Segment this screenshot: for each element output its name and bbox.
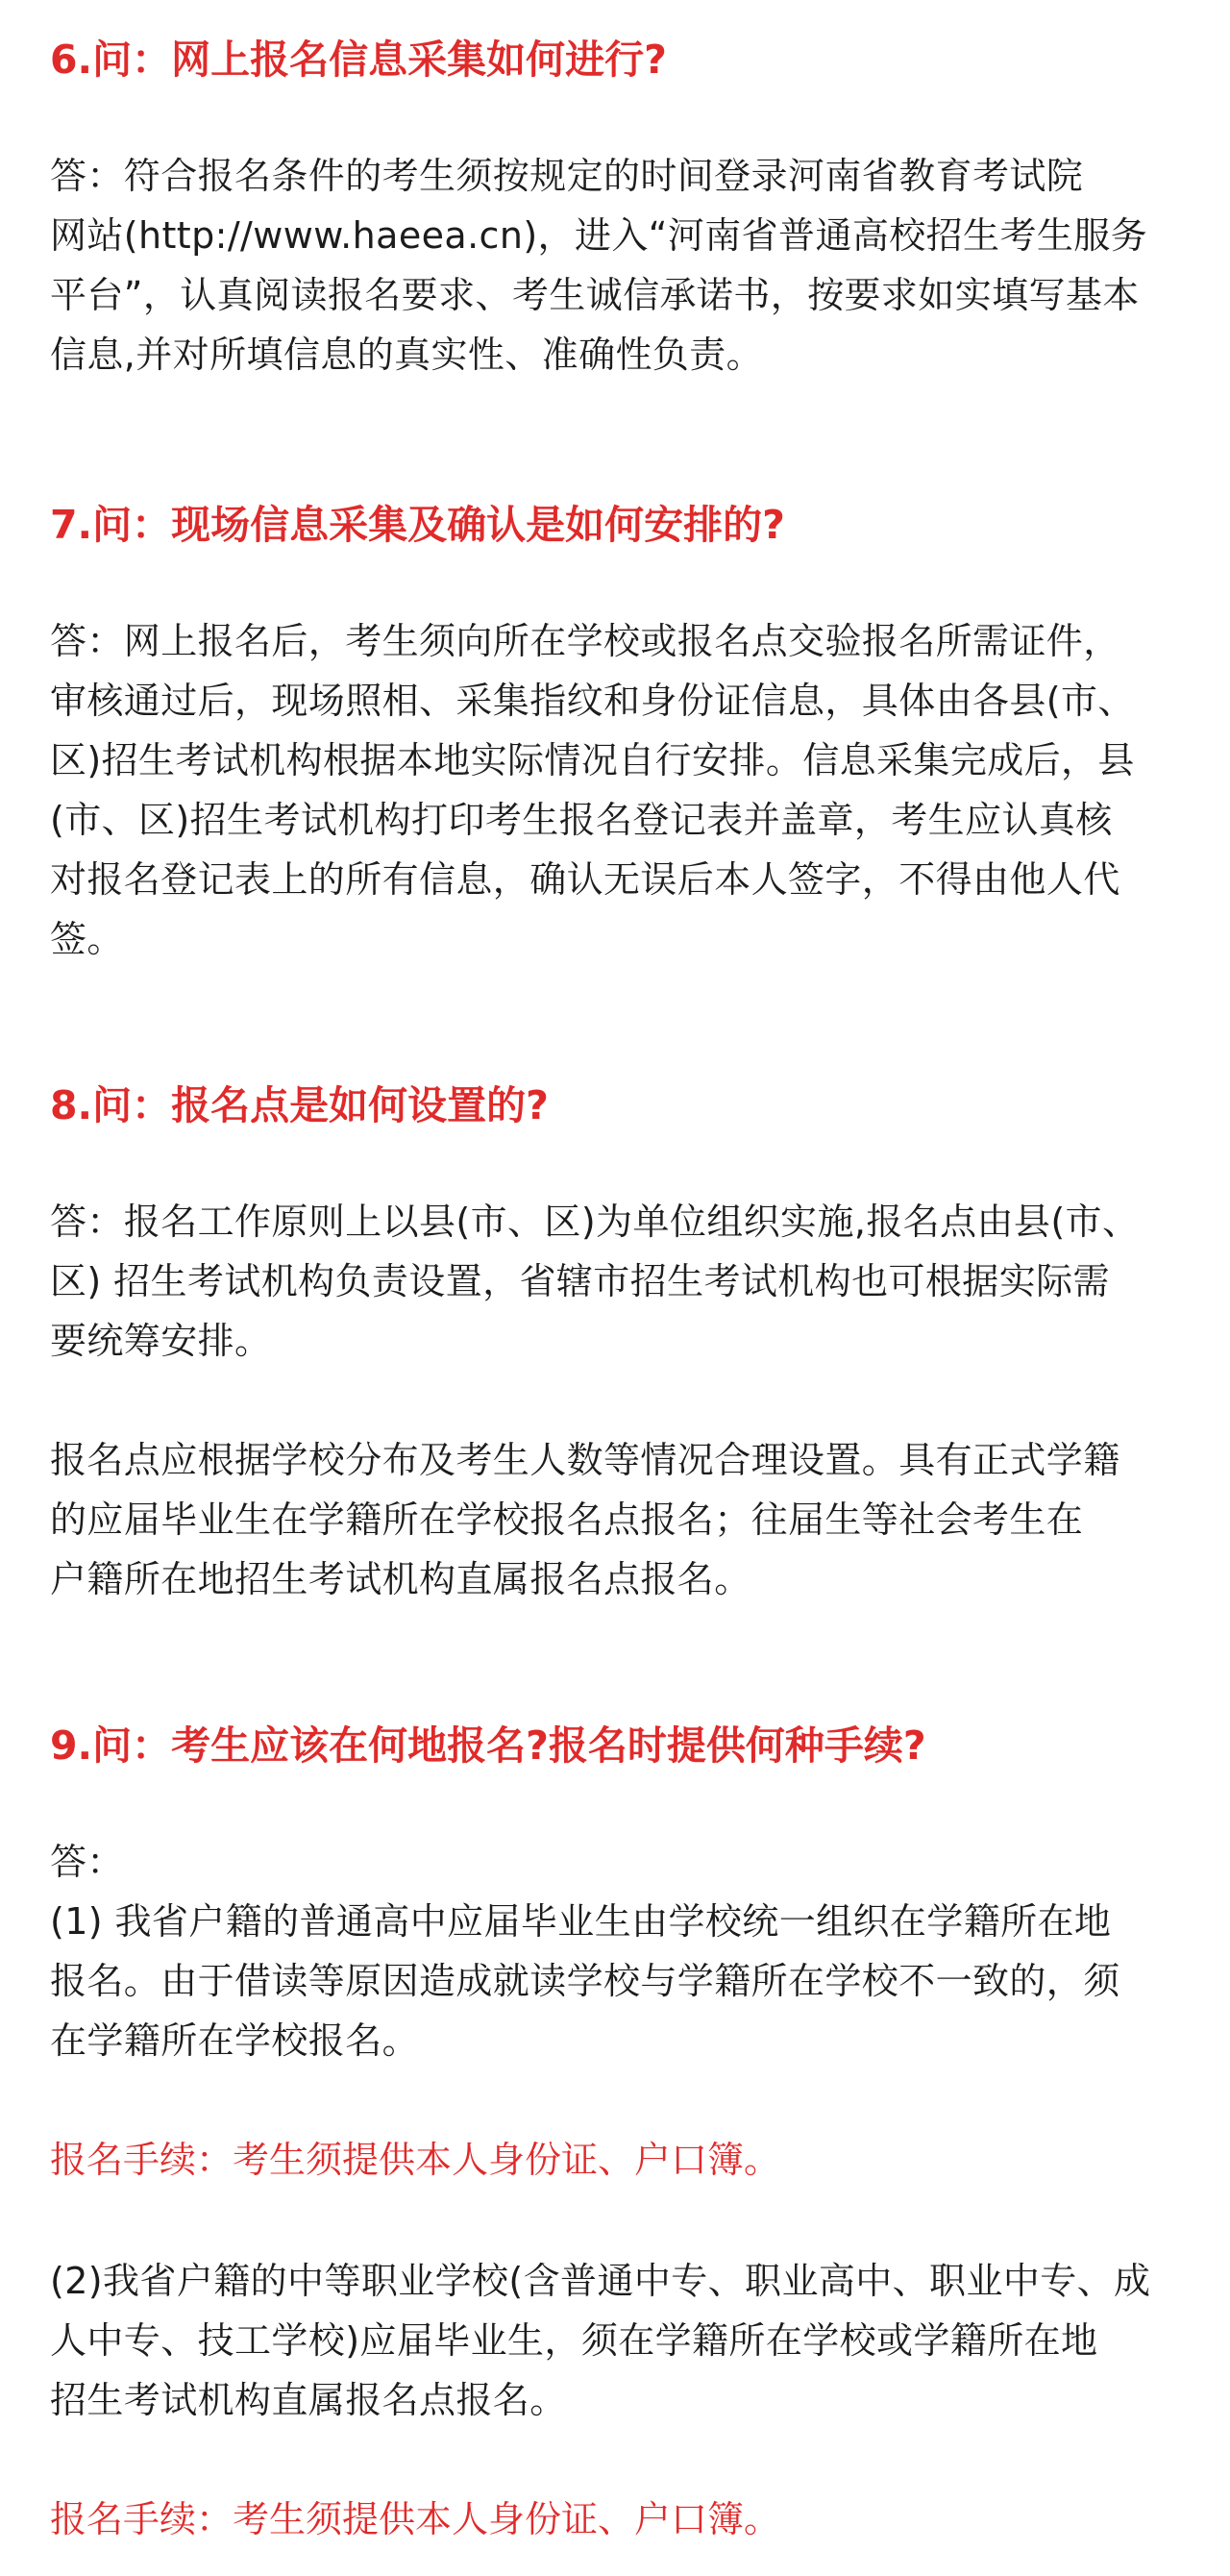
- answer-6: [50, 146, 1184, 384]
- answer-6-line: 平台”，认真阅读报名要求、考生诚信承诺书，按要求如实填写基本: [50, 274, 1140, 316]
- answer-7-line: 答：网上报名后，考生须向所在学校或报名点交验报名所需证件，: [50, 620, 1120, 662]
- answer-8-line: 要统筹安排。: [50, 1320, 272, 1362]
- answer-9-line: 人中专、技工学校)应届毕业生，须在学籍所在学校或学籍所在地: [50, 2319, 1098, 2362]
- answer-8: [50, 1192, 1184, 1371]
- answer-7-line: 区)招生考试机构根据本地实际情况自行安排。信息采集完成后，县: [50, 739, 1135, 781]
- question-7-title: 7.问：现场信息采集及确认是如何安排的?: [50, 502, 785, 548]
- answer-7-line: 签。: [50, 918, 124, 960]
- answer-6-line: 信息,并对所填信息的真实性、准确性负责。: [50, 334, 764, 376]
- answer-8-line: 答：报名工作原则上以县(市、区)为单位组织实施,报名点由县(市、: [50, 1201, 1140, 1243]
- answer-8-line: 户籍所在地招生考试机构直属报名点报名。: [50, 1558, 751, 1600]
- answer-7-line: (市、区)招生考试机构打印考生报名登记表并盖章，考生应认真核: [50, 799, 1113, 841]
- answer-9-line: (1) 我省户籍的普通高中应届毕业生由学校统一组织在学籍所在地: [50, 1900, 1112, 1943]
- answer-7-line: 对报名登记表上的所有信息，确认无误后本人签字，不得由他人代: [50, 858, 1120, 901]
- answer-9-line: 在学籍所在学校报名。: [50, 2019, 420, 2062]
- registration-procedure-note-1: 报名手续：考生须提供本人身份证、户口簿。: [50, 2139, 781, 2181]
- answer-7-line: 审核通过后，现场照相、采集指纹和身份证信息，具体由各县(市、: [50, 680, 1135, 722]
- answer-9-line: 招生考试机构直属报名点报名。: [50, 2379, 567, 2421]
- question-8-title: 8.问：报名点是如何设置的?: [50, 1082, 549, 1128]
- answer-8-line: 的应届毕业生在学籍所在学校报名点报名；往届生等社会考生在: [50, 1499, 1084, 1541]
- question-6-title: 6.问：网上报名信息采集如何进行?: [50, 37, 667, 83]
- answer-7: [50, 611, 1184, 969]
- question-9-title: 9.问：考生应该在何地报名?报名时提供何种手续?: [50, 1722, 926, 1769]
- answer-9-line: (2)我省户籍的中等职业学校(含普通中专、职业高中、职业中专、成: [50, 2260, 1151, 2302]
- answer-6-line: 网站(http://www.haeea.cn)，进入“河南省普通高校招生考生服务: [50, 214, 1148, 257]
- answer-8-line: 报名点应根据学校分布及考生人数等情况合理设置。具有正式学籍: [50, 1439, 1120, 1481]
- answer-6-line: 答：符合报名条件的考生须按规定的时间登录河南省教育考试院: [50, 155, 1084, 197]
- answer-9-line: 答：: [50, 1841, 124, 1883]
- registration-procedure-note-2: 报名手续：考生须提供本人身份证、户口簿。: [50, 2498, 781, 2540]
- answer-8-paragraph-2: [50, 1430, 1184, 1609]
- answer-8-line: 区) 招生考试机构负责设置，省辖市招生考试机构也可根据实际需: [50, 1260, 1110, 1302]
- answer-9-part-2: [50, 2251, 1184, 2430]
- answer-9-part-1: [50, 1832, 1184, 2070]
- answer-9-line: 报名。由于借读等原因造成就读学校与学籍所在学校不一致的，须: [50, 1960, 1120, 2002]
